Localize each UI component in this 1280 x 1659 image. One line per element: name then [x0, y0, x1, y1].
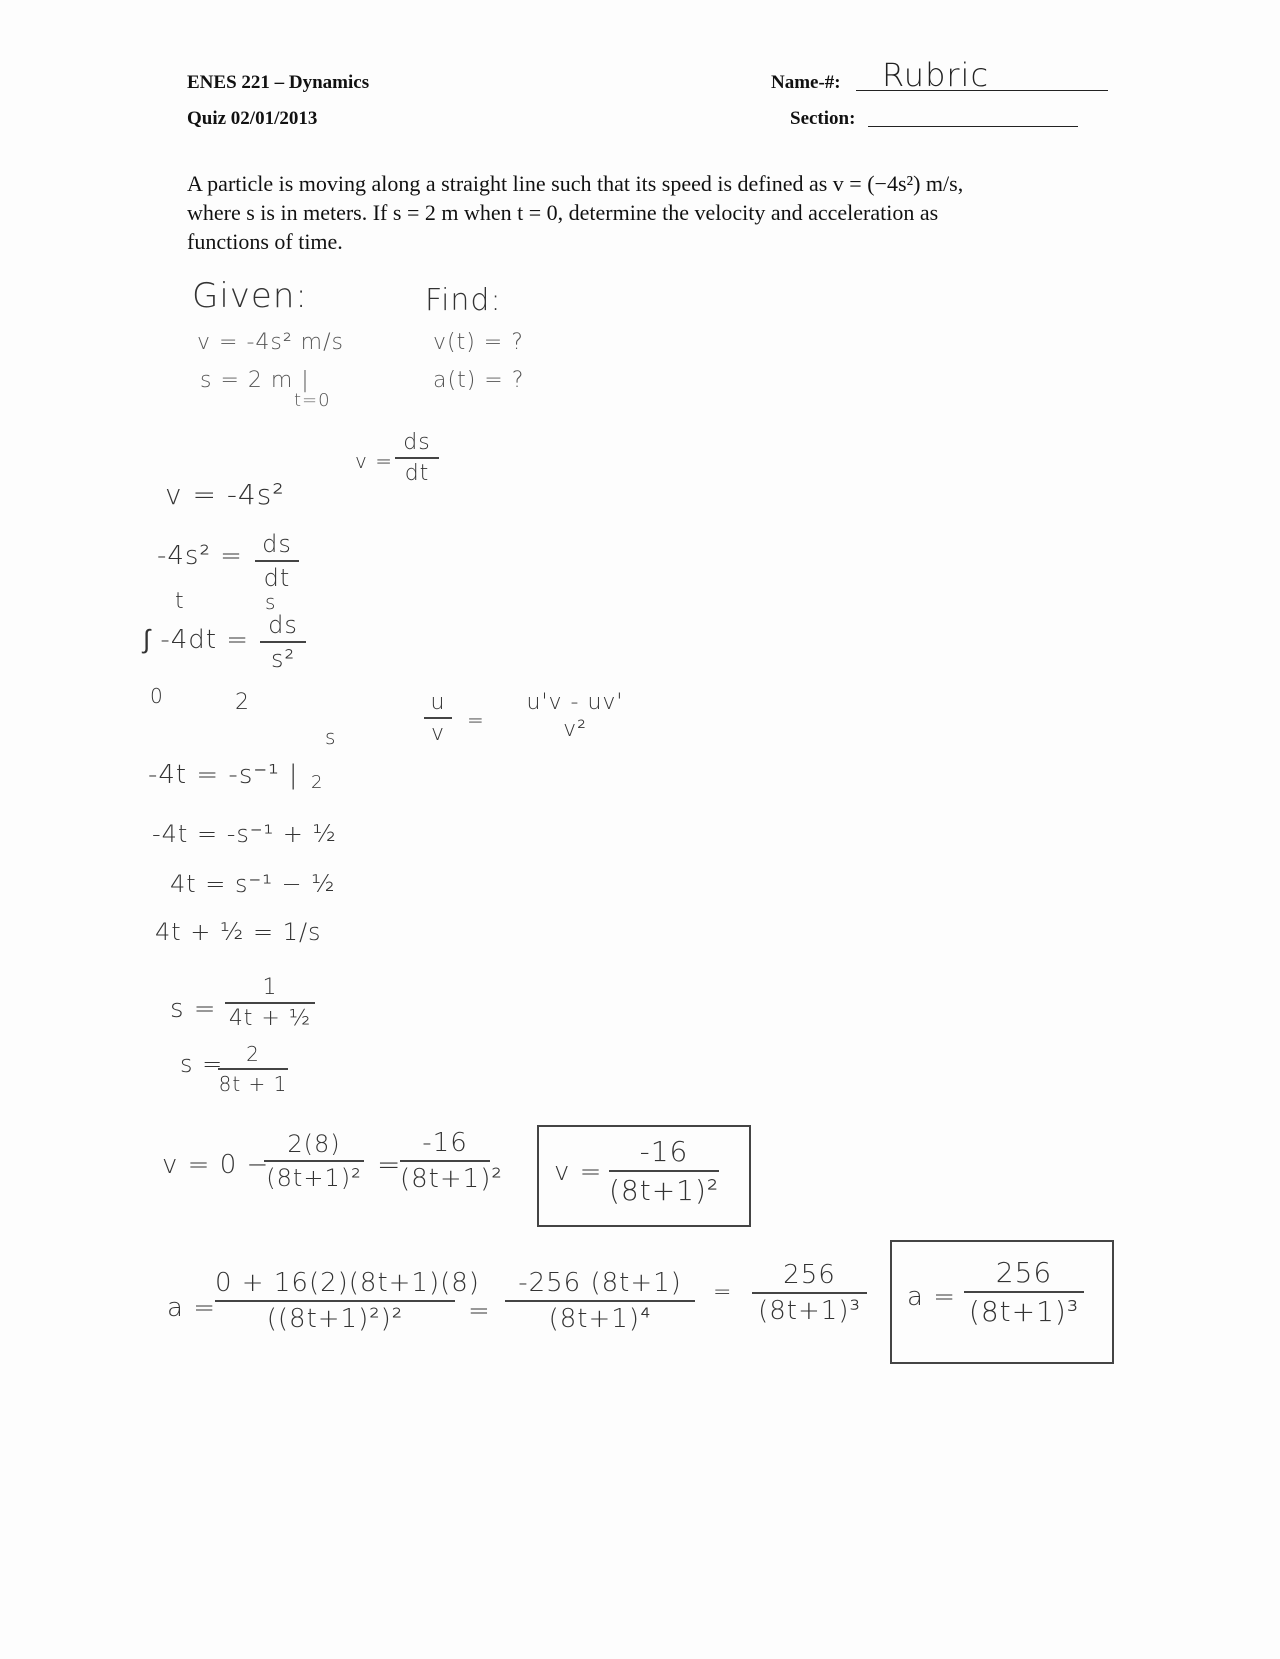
integral-lower-2: 2: [235, 690, 250, 715]
name-value: Rubric: [882, 56, 990, 94]
problem-line-2: where s is in meters. If s = 2 m when t = 0, determine the velocity and acceleration as: [187, 200, 939, 225]
integral-right-num: ds: [268, 611, 298, 639]
step-evaluate-upper: s: [325, 725, 337, 749]
fraction-bar: [218, 1068, 288, 1070]
step-position-fraction: [225, 975, 315, 1031]
fraction-bar: [505, 1300, 695, 1302]
fraction-bar: [264, 1160, 364, 1162]
velocity-answer-lhs: v =: [554, 1157, 603, 1187]
given-position-condition: t=0: [294, 390, 331, 411]
step-separate-lhs: -4s² =: [157, 541, 243, 571]
acceleration-step-fraction: [505, 1268, 695, 1334]
velocity-equals: =: [377, 1148, 402, 1181]
acceleration-equals-1: =: [468, 1296, 491, 1326]
quotient-equals: =: [467, 708, 485, 732]
given-position: s = 2 m |: [200, 368, 310, 393]
given-velocity: v = -4s² m/s: [197, 330, 344, 355]
quiz-date: Quiz 02/01/2013: [187, 108, 318, 129]
quotient-rhs-den: v²: [563, 717, 587, 742]
section-line: [868, 126, 1078, 127]
fraction-bar: [215, 1300, 455, 1302]
acceleration-lhs: a =: [167, 1293, 216, 1323]
integral-right-fraction: [260, 611, 306, 673]
integral-right-den: s²: [270, 645, 296, 673]
course-title: ENES 221 – Dynamics: [187, 72, 370, 93]
find-title: Find:: [425, 283, 502, 318]
integral-upper-t: t: [175, 589, 185, 614]
fraction-bar: [400, 1160, 490, 1162]
velocity-definition-lhs: v =: [355, 449, 393, 473]
velocity-answer-box: [537, 1125, 751, 1227]
step-reciprocal: 4t + ½ = 1/s: [155, 918, 322, 946]
position-result-num: 2: [246, 1042, 260, 1066]
velocity-definition-num: ds: [403, 430, 431, 455]
velocity-derivative-lhs: v = 0 −: [162, 1150, 270, 1180]
velocity-derivative-den: (8t+1)²: [266, 1164, 362, 1192]
quotient-lhs-fraction: [424, 690, 452, 746]
quotient-rhs-fraction: [520, 690, 630, 742]
name-label: Name-#:: [771, 72, 841, 93]
find-velocity: v(t) = ?: [433, 330, 524, 355]
fraction-bar: [260, 641, 306, 643]
step-position-den: 4t + ½: [228, 1006, 312, 1031]
step-separate-den: dt: [263, 564, 291, 592]
acceleration-answer-den: (8t+1)³: [968, 1295, 1080, 1328]
problem-line-3: functions of time.: [187, 229, 343, 254]
velocity-answer-fraction: [609, 1135, 719, 1207]
fraction-bar: [609, 1170, 719, 1172]
integral-upper-s: s: [265, 590, 277, 614]
acceleration-answer-lhs: a =: [907, 1282, 956, 1312]
step-separate-fraction: [255, 530, 299, 592]
acceleration-step-den: (8t+1)⁴: [548, 1304, 652, 1334]
fraction-bar: [964, 1291, 1084, 1293]
acceleration-derivative-fraction: [215, 1268, 480, 1334]
acceleration-simplified-den: (8t+1)³: [758, 1296, 861, 1326]
quotient-lhs-den: v: [430, 721, 446, 746]
step-evaluate-lower: 2: [311, 772, 324, 793]
velocity-derivative-num: 2(8): [287, 1130, 341, 1158]
step-rearrange: 4t = s⁻¹ − ½: [170, 870, 336, 898]
acceleration-answer-box: [890, 1240, 1114, 1364]
position-result-lhs: s =: [180, 1050, 224, 1078]
velocity-simplified-fraction: [400, 1128, 503, 1194]
find-acceleration: a(t) = ?: [433, 368, 525, 393]
fraction-bar: [424, 717, 452, 719]
quotient-rhs-num: u'v - uv': [526, 690, 624, 715]
integral-lower-0: 0: [150, 684, 164, 708]
acceleration-simplified-num: 256: [783, 1260, 836, 1290]
step-velocity: v = -4s²: [165, 478, 285, 511]
step-limits-applied: -4t = -s⁻¹ + ½: [152, 820, 337, 848]
position-result-den: 8t + 1: [218, 1072, 288, 1096]
position-result-fraction: [218, 1042, 288, 1096]
given-title: Given:: [192, 276, 308, 316]
problem-line-1: A particle is moving along a straight line such that its speed is defined as v = (−4s²) m/s,: [187, 171, 964, 196]
step-separate-num: ds: [262, 530, 292, 558]
fraction-bar: [225, 1002, 315, 1004]
acceleration-derivative-num: 0 + 16(2)(8t+1)(8): [215, 1268, 480, 1298]
velocity-answer-num: -16: [639, 1135, 689, 1168]
integral-left: ∫ -4dt =: [143, 625, 250, 655]
step-evaluate: -4t = -s⁻¹ |: [148, 760, 299, 790]
acceleration-derivative-den: ((8t+1)²)²: [266, 1304, 404, 1334]
step-position-lhs: s =: [170, 994, 217, 1024]
velocity-derivative-fraction: [264, 1130, 364, 1192]
velocity-simplified-den: (8t+1)²: [400, 1164, 503, 1194]
fraction-bar: [752, 1292, 867, 1294]
step-position-num: 1: [262, 975, 278, 1000]
fraction-bar: [395, 457, 439, 459]
acceleration-step-num: -256 (8t+1): [518, 1268, 682, 1298]
velocity-definition-den: dt: [404, 461, 430, 486]
section-label: Section:: [790, 108, 856, 129]
fraction-bar: [255, 560, 299, 562]
acceleration-equals-2: =: [713, 1280, 733, 1305]
quotient-lhs-num: u: [430, 690, 446, 715]
velocity-simplified-num: -16: [422, 1128, 468, 1158]
acceleration-simplified-fraction: [752, 1260, 867, 1326]
velocity-answer-den: (8t+1)²: [609, 1174, 720, 1207]
acceleration-answer-fraction: [964, 1256, 1084, 1328]
acceleration-answer-num: 256: [995, 1256, 1053, 1289]
velocity-definition-fraction: [395, 430, 439, 486]
